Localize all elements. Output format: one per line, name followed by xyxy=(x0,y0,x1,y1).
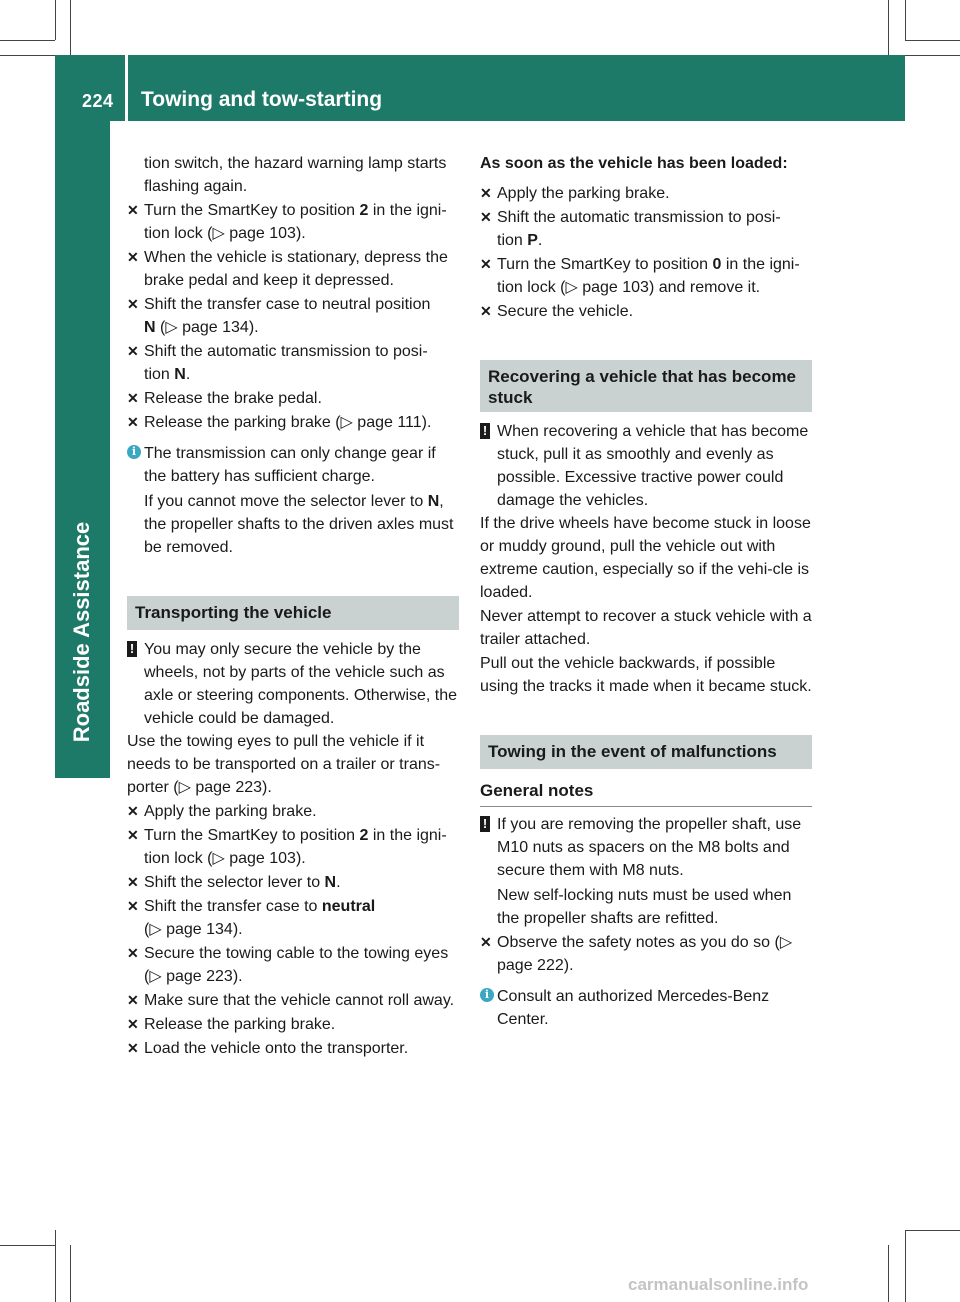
step-text: Turn the SmartKey to position xyxy=(497,256,713,273)
section-heading: Transporting the vehicle xyxy=(127,596,459,630)
step-item xyxy=(480,300,812,323)
page-ref-link[interactable]: Observe the safety notes as you do so (▷ page 222). xyxy=(497,934,793,974)
note-bold: N xyxy=(427,493,440,510)
header-divider xyxy=(125,55,128,121)
x-arrow-icon: ✕ xyxy=(127,898,139,914)
step-text: Load the vehicle onto the transporter. xyxy=(144,1040,409,1057)
subsection-heading: General notes xyxy=(480,779,812,807)
crop-mark xyxy=(905,0,906,40)
step-text: Turn the SmartKey to position xyxy=(144,827,360,844)
step-text: Turn the SmartKey to position xyxy=(144,202,360,219)
crop-mark xyxy=(905,40,960,41)
page-ref-link[interactable]: (▷ page 134). xyxy=(144,921,243,938)
step-text: Shift the automatic transmission to posi- xyxy=(497,209,781,226)
step-bold: 2 xyxy=(359,202,369,219)
step-item xyxy=(127,989,459,1012)
step-item xyxy=(127,411,459,434)
note-text-part: , the propeller shafts to the driven axles must be removed. xyxy=(144,493,454,556)
page-ref-link[interactable]: Release the parking brake (▷ page 111). xyxy=(144,414,432,431)
crop-mark xyxy=(888,0,889,55)
step-item xyxy=(127,895,459,941)
step-text: . xyxy=(537,232,543,249)
step-item xyxy=(480,206,812,252)
step-bold: 0 xyxy=(712,256,722,273)
x-arrow-icon: ✕ xyxy=(127,414,139,430)
step-text: Make sure that the vehicle cannot roll away. xyxy=(144,992,455,1009)
x-arrow-icon: ✕ xyxy=(127,296,139,312)
crop-mark xyxy=(0,55,55,56)
left-column xyxy=(127,152,459,1061)
x-arrow-icon: ✕ xyxy=(480,256,492,272)
step-text: . xyxy=(185,366,191,383)
step-text: Release the brake pedal. xyxy=(144,390,322,407)
step-bold: N xyxy=(144,319,156,336)
step-text: Shift the selector lever to xyxy=(144,874,325,891)
crop-mark xyxy=(0,40,55,41)
crop-mark xyxy=(0,1245,55,1246)
page-title: Towing and tow-starting xyxy=(141,88,383,111)
right-column xyxy=(480,152,812,1031)
step-text: Shift the transfer case to neutral position xyxy=(144,296,431,313)
step-item xyxy=(127,800,459,823)
step-text: Release the parking brake. xyxy=(144,1016,336,1033)
crop-mark xyxy=(905,1230,906,1302)
x-arrow-icon: ✕ xyxy=(127,1016,139,1032)
step-text: Secure the vehicle. xyxy=(497,303,634,320)
x-arrow-icon: ✕ xyxy=(127,992,139,1008)
warning-text: New self-locking nuts must be used when the propeller shafts are refitted. xyxy=(497,887,792,927)
spacer xyxy=(127,560,459,596)
crop-mark xyxy=(70,0,71,55)
step-item xyxy=(480,182,812,205)
step-text: When the vehicle is stationary, depress the brake pedal and keep it depressed. xyxy=(144,249,448,289)
x-arrow-icon: ✕ xyxy=(127,827,139,843)
exclamation-icon: ! xyxy=(480,423,490,439)
exclamation-icon: ! xyxy=(480,816,490,832)
x-arrow-icon: ✕ xyxy=(480,303,492,319)
step-item xyxy=(127,199,459,245)
step-item xyxy=(127,1037,459,1060)
note-text: The transmission can only change gear if the battery has sufficient charge. xyxy=(144,445,436,485)
x-arrow-icon: ✕ xyxy=(480,185,492,201)
x-arrow-icon: ✕ xyxy=(127,803,139,819)
crop-mark xyxy=(905,55,960,56)
step-item xyxy=(127,246,459,292)
step-text: Shift the transfer case to xyxy=(144,898,322,915)
x-arrow-icon: ✕ xyxy=(127,1040,139,1056)
info-note xyxy=(127,442,459,559)
page-number: 224 xyxy=(82,91,114,111)
exclamation-icon: ! xyxy=(127,641,137,657)
step-item xyxy=(127,1013,459,1036)
step-item xyxy=(127,942,459,988)
warning-note xyxy=(480,813,812,930)
section-heading: Recovering a vehicle that has become stuck xyxy=(480,360,812,412)
step-text: Apply the parking brake. xyxy=(144,803,317,820)
step-item xyxy=(127,340,459,386)
step-bold: N xyxy=(324,874,337,891)
step-text: Shift the automatic transmission to posi- xyxy=(144,343,428,360)
crop-mark xyxy=(55,0,56,40)
crop-mark xyxy=(55,1230,56,1302)
warning-text: You may only secure the vehicle by the wheels, not by parts of the vehicle such as axle or steering components. Otherwise, the vehicle could be damaged. xyxy=(144,641,458,727)
step-item xyxy=(127,293,459,339)
x-arrow-icon: ✕ xyxy=(480,209,492,225)
note-text xyxy=(144,490,459,559)
step-text: . xyxy=(336,874,341,891)
spacer xyxy=(480,699,812,735)
step-text: tion xyxy=(497,232,528,249)
x-arrow-icon: ✕ xyxy=(127,249,139,265)
page-ref-link[interactable]: tion lock (▷ page 103). xyxy=(144,850,306,867)
step-item xyxy=(480,253,812,299)
note-text: Consult an authorized Mercedes-Benz Center. xyxy=(497,988,770,1028)
watermark: carmanualsonline.info xyxy=(628,1275,809,1294)
intro-text: tion switch, the hazard warning lamp starts flashing again. xyxy=(144,155,447,195)
note-text-part: If you cannot move the selector lever to xyxy=(144,493,428,510)
body-text: Pull out the vehicle backwards, if possible using the tracks it made when it became stuck. xyxy=(480,655,812,695)
warning-note xyxy=(127,638,459,730)
warning-note xyxy=(480,420,812,512)
x-arrow-icon: ✕ xyxy=(480,934,492,950)
x-arrow-icon: ✕ xyxy=(127,390,139,406)
loaded-heading: As soon as the vehicle has been loaded: xyxy=(480,155,788,172)
section-heading: Towing in the event of malfunctions xyxy=(480,735,812,769)
x-arrow-icon: ✕ xyxy=(127,874,139,890)
info-icon: i xyxy=(127,445,141,459)
spacer xyxy=(480,324,812,360)
x-arrow-icon: ✕ xyxy=(127,945,139,961)
page-ref-link[interactable]: tion lock (▷ page 103). xyxy=(144,225,306,242)
spacer xyxy=(480,412,812,420)
step-bold: neutral xyxy=(321,898,376,915)
step-bold: N xyxy=(174,366,186,383)
x-arrow-icon: ✕ xyxy=(127,343,139,359)
body-text: Use the towing eyes to pull the vehicle if it needs to be transported on a trailer or trans-porter (▷ page 223). xyxy=(127,733,441,796)
step-text: Apply the parking brake. xyxy=(497,185,670,202)
page-ref-link[interactable]: tion lock (▷ page 103) and remove it. xyxy=(497,279,761,296)
crop-mark xyxy=(905,1230,960,1231)
page-ref-link[interactable]: Secure the towing cable to the towing eyes (▷ page 223). xyxy=(144,945,449,985)
crop-mark xyxy=(70,1245,71,1302)
page-ref-link[interactable]: (▷ page 134). xyxy=(155,319,259,336)
warning-text: When recovering a vehicle that has become stuck, pull it as smoothly and evenly as possible. Excessive tractive power could damage the vehicles. xyxy=(497,423,809,509)
step-text: in the igni- xyxy=(368,827,447,844)
info-icon: i xyxy=(480,988,494,1002)
step-bold: 2 xyxy=(359,827,369,844)
step-bold: P xyxy=(527,232,538,249)
step-item xyxy=(127,871,459,894)
step-item xyxy=(480,931,812,977)
spacer xyxy=(127,630,459,638)
step-item xyxy=(127,824,459,870)
info-note xyxy=(480,985,812,1031)
side-tab-label: Roadside Assistance xyxy=(69,521,94,743)
spacer xyxy=(480,769,812,779)
body-text: If the drive wheels have become stuck in loose or muddy ground, pull the vehicle out with extreme caution, especially so if the vehi-cle is loaded. xyxy=(480,515,811,601)
step-text: in the igni- xyxy=(368,202,447,219)
step-text: tion xyxy=(144,366,175,383)
crop-mark xyxy=(888,1245,889,1302)
body-text: Never attempt to recover a stuck vehicle with a trailer attached. xyxy=(480,608,812,648)
x-arrow-icon: ✕ xyxy=(127,202,139,218)
step-item xyxy=(127,387,459,410)
step-text: in the igni- xyxy=(721,256,800,273)
warning-text: If you are removing the propeller shaft, use M10 nuts as spacers on the M8 bolts and secure them with M8 nuts. xyxy=(497,816,802,879)
